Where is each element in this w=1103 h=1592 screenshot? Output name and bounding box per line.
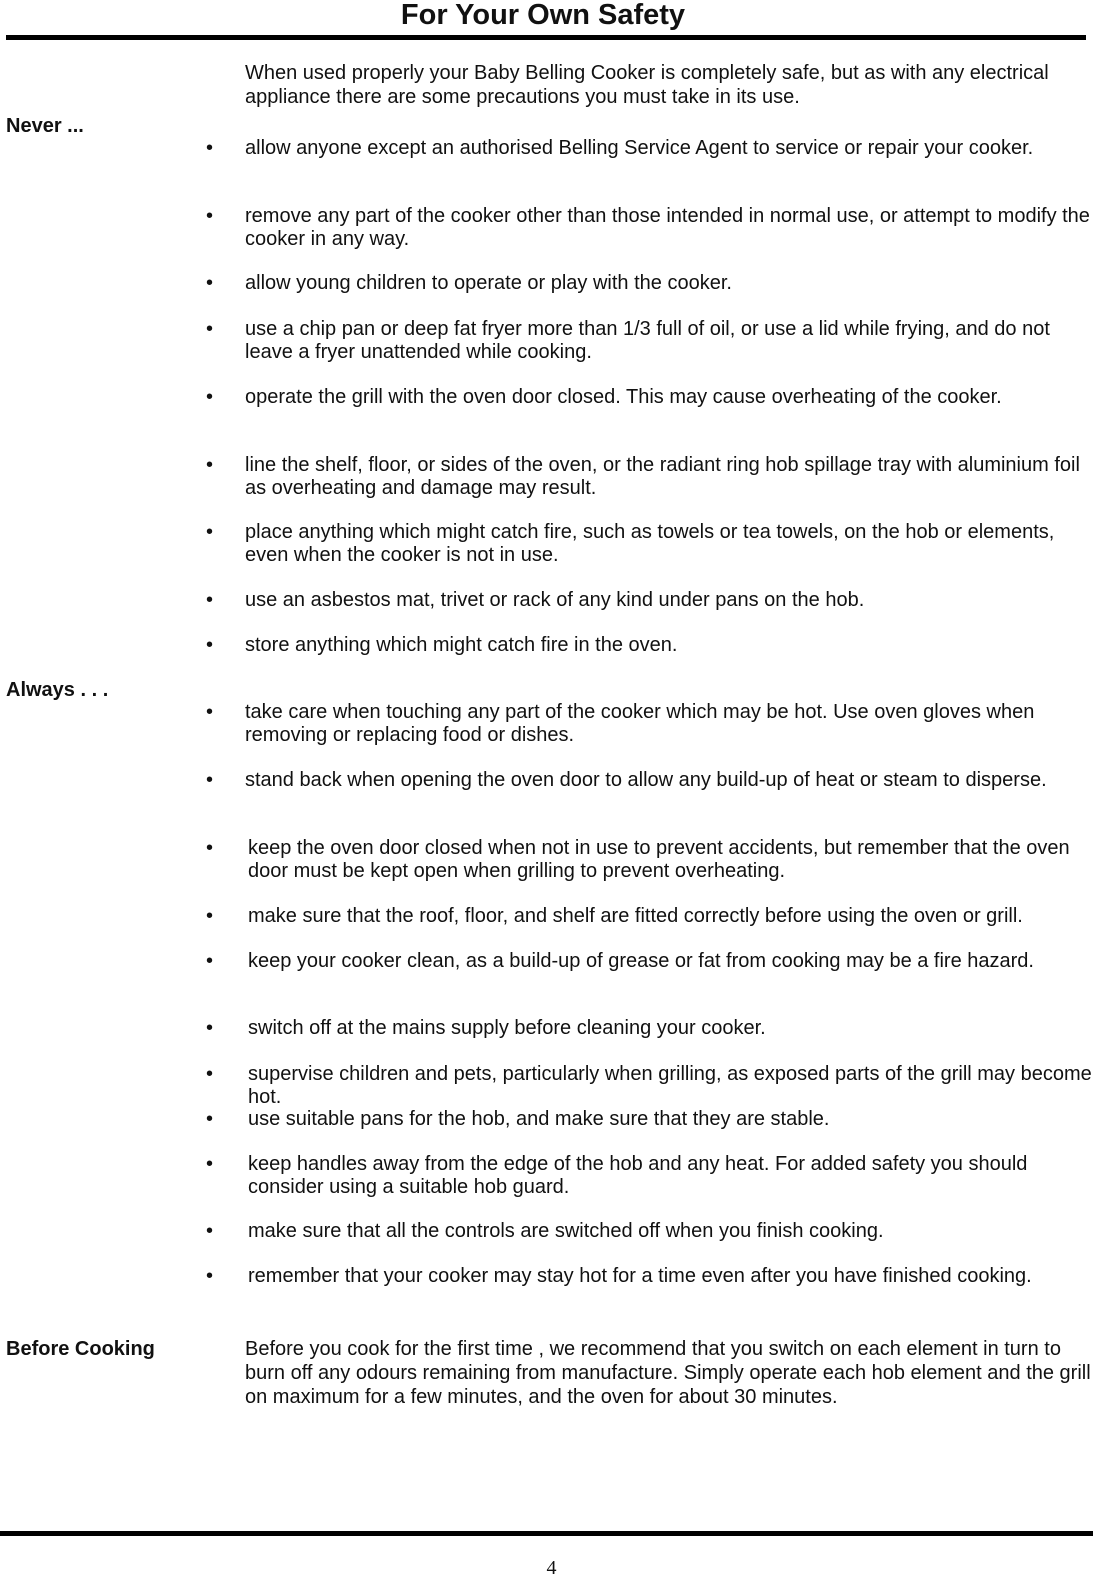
intro-paragraph: When used properly your Baby Belling Cooker is completely safe, but as with any electrical appliance there are some precautions you must take in its use. [245, 62, 1049, 108]
bullet-icon: • [206, 769, 214, 791]
top-rule [6, 35, 1086, 40]
bullet-icon: • [206, 272, 214, 294]
bullet-icon: • [206, 386, 214, 408]
bullet-icon: • [206, 589, 214, 611]
bullet-icon: • [206, 521, 214, 543]
page-title: For Your Own Safety [400, 0, 686, 31]
bottom-rule [0, 1531, 1093, 1536]
bullet-icon: • [206, 950, 214, 972]
bullet-icon: • [206, 1108, 214, 1130]
bullet-icon: • [206, 1063, 214, 1085]
bullet-icon: • [206, 318, 214, 340]
page-number: 4 [546, 1557, 557, 1579]
bullet-icon: • [206, 634, 214, 656]
bullet-icon: • [206, 905, 214, 927]
bullet-icon: • [206, 1153, 214, 1175]
bullet-icon: • [206, 837, 214, 859]
never-label: Never ... [6, 115, 84, 137]
bullet-icon: • [206, 454, 214, 476]
before-cooking-paragraph: Before you cook for the first time , we recommend that you switch on each element in turn to burn off any odours remaining from manufacture. Simply operate each hob element and the grill on maximum for a few minutes, and the oven for about 30 minutes. [245, 1338, 1091, 1408]
bullet-icon: • [206, 205, 214, 227]
always-label: Always . . . [6, 679, 109, 701]
bullet-icon: • [206, 1265, 214, 1287]
bullet-icon: • [206, 1220, 214, 1242]
bullet-icon: • [206, 1017, 214, 1039]
bullet-icon: • [206, 701, 214, 723]
bullet-icon: • [206, 137, 214, 159]
before-cooking-label: Before Cooking [6, 1338, 155, 1360]
